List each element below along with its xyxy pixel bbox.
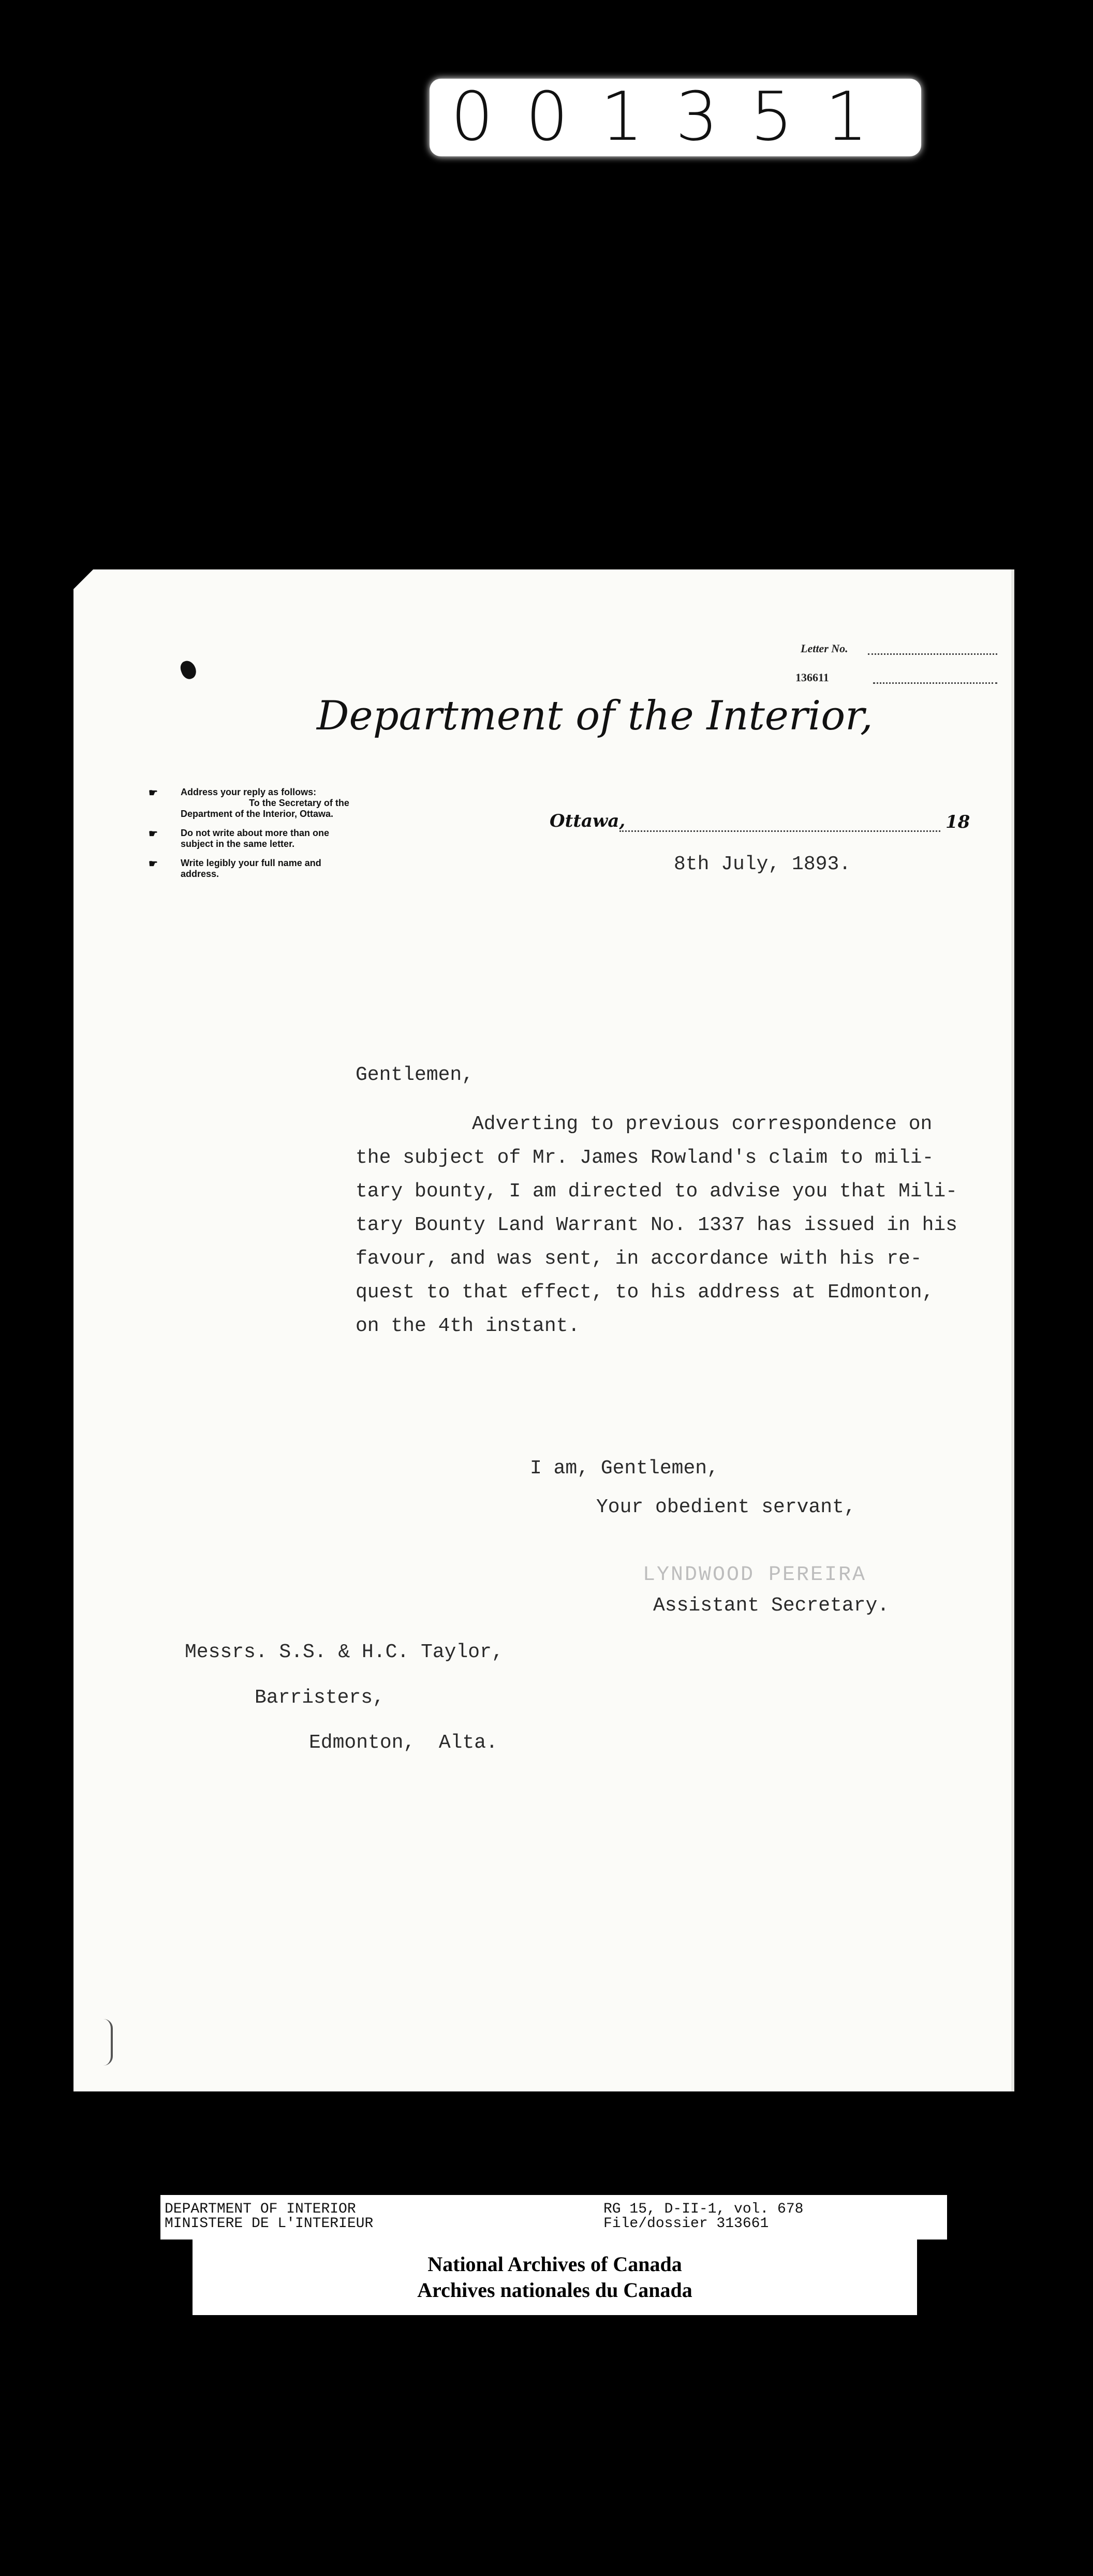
archive-reference-strip (160, 2195, 947, 2240)
letter-page (73, 569, 1014, 2091)
body-line-6: quest to that effect, to his address at Edmonton, (356, 1281, 934, 1304)
archive-ref-line2: File/dossier 313661 (603, 2216, 769, 2232)
faint-signature: LYNDWOOD PEREIRA (643, 1563, 867, 1587)
archive-dept-en: DEPARTMENT OF INTERIOR (165, 2201, 356, 2217)
year-prefix: 18 (946, 812, 970, 832)
place-date-line (619, 830, 940, 832)
body-line-4: tary Bounty Land Warrant No. 1337 has issued in his (356, 1214, 957, 1236)
archive-department (165, 2202, 373, 2231)
ink-blot (179, 658, 199, 681)
stamp-number: 001351 (450, 77, 900, 156)
addressee-line-1: Messrs. S.S. & H.C. Taylor, (185, 1641, 504, 1663)
margin-pencil-mark (104, 2019, 113, 2066)
addressee-line-3: Edmonton, Alta. (309, 1732, 498, 1754)
body-line-5: favour, and was sent, in accordance with his re- (356, 1248, 922, 1270)
addressee-line-2: Barristers, (255, 1687, 385, 1709)
instruction-address-line1: Address your reply as follows: (181, 787, 317, 797)
instruction-one-subject-line2: subject in the same letter. (181, 839, 295, 849)
archive-ref-line1: RG 15, D-II-1, vol. 678 (603, 2201, 804, 2217)
body-line-3: tary bounty, I am directed to advise you that Mili- (356, 1180, 957, 1203)
instruction-legibly (149, 858, 418, 880)
signatory-title: Assistant Secretary. (653, 1594, 890, 1617)
instruction-one-subject (149, 828, 418, 850)
letter-no-line (868, 653, 997, 655)
place-label: Ottawa, (550, 811, 626, 831)
body-line-1: Adverting to previous correspondence on (472, 1113, 933, 1135)
pointing-hand-icon: ☛ (149, 787, 158, 799)
salutation: Gentlemen, (356, 1064, 474, 1086)
nac-english: National Archives of Canada (427, 2252, 682, 2276)
body-line-2: the subject of Mr. James Rowland's claim to mili- (356, 1147, 934, 1169)
page-edge (1011, 569, 1014, 2091)
letter-date: 8th July, 1893. (674, 853, 851, 875)
reference-no-line (873, 682, 997, 684)
instruction-legibly-line1: Write legibly your full name and (181, 858, 321, 868)
instruction-address (149, 787, 418, 819)
pointing-hand-icon: ☛ (149, 858, 158, 870)
instruction-address-line3: Department of the Interior, Ottawa. (181, 809, 334, 819)
national-archives-label (193, 2240, 917, 2315)
reply-instructions (149, 787, 418, 888)
body-line-7: on the 4th instant. (356, 1315, 580, 1337)
closing: I am, Gentlemen, (530, 1457, 719, 1480)
instruction-one-subject-line1: Do not write about more than one (181, 828, 329, 838)
letter-no-label: Letter No. (801, 642, 848, 655)
letterhead-title: Department of the Interior, (317, 693, 873, 739)
instruction-legibly-line2: address. (181, 869, 219, 879)
archive-dept-fr: MINISTERE DE L'INTERIEUR (165, 2216, 374, 2232)
archive-reference (603, 2202, 803, 2231)
pointing-hand-icon: ☛ (149, 828, 158, 840)
folded-corner (73, 569, 93, 589)
closing-servant: Your obedient servant, (596, 1496, 856, 1518)
nac-french: Archives nationales du Canada (417, 2278, 692, 2302)
reference-no-label (795, 671, 829, 684)
stamp-number-box (430, 79, 921, 156)
reference-no-handwritten: 136611 (795, 671, 829, 684)
instruction-address-line2: To the Secretary of the (249, 798, 349, 808)
